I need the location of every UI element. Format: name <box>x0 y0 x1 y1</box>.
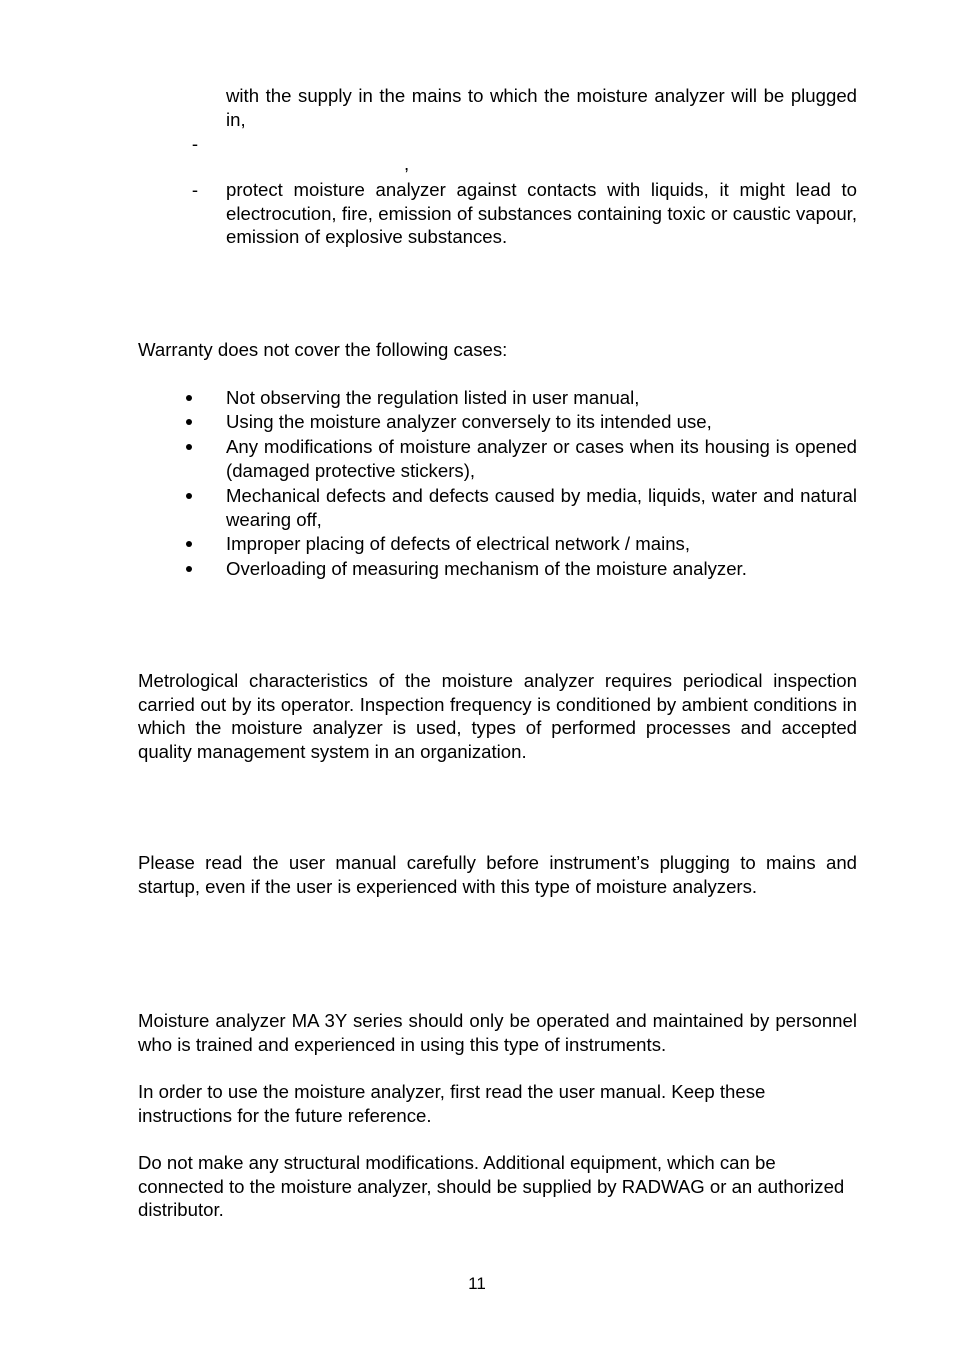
bullet-item-text: Improper placing of defects of electrical network / mains, <box>226 533 691 554</box>
bullet-item-text: Using the moisture analyzer conversely to its intended use, <box>226 411 712 432</box>
training-paragraph: Moisture analyzer MA 3Y series should only be operated and maintained by personnel who is trained and experienced in using this type of instruments. <box>138 1010 857 1055</box>
dash-marker: - <box>191 179 199 200</box>
bullet-icon <box>186 419 192 425</box>
bullet-item-text: Not observing the regulation listed in user manual, <box>226 387 640 408</box>
list-continuation-text: with the supply in the mains to which the moisture analyzer will be plugged in, <box>226 85 857 130</box>
bullet-icon <box>186 541 192 547</box>
bullet-item-text: Mechanical defects and defects caused by media, liquids, water and natural wearing off, <box>226 485 857 530</box>
manual-paragraph: Please read the user manual carefully before instrument’s plugging to mains and startup, even if the user is experienced with this type of moisture analyzers. <box>138 852 857 897</box>
bullet-icon <box>186 493 192 499</box>
warranty-intro: Warranty does not cover the following cases: <box>138 339 508 360</box>
page-number: 11 <box>468 1274 486 1293</box>
metrology-paragraph: Metrological characteristics of the moisture analyzer requires periodical inspection carried out by its operator. Inspection frequency is conditioned by ambient conditions in which the moisture analyzer is used, types of performed processes and accepted quality management system in an organization. <box>138 670 857 762</box>
list-item-text: protect moisture analyzer against contacts with liquids, it might lead to electrocution, fire, emission of substances containing toxic or caustic vapour, emission of explosive substances. <box>226 179 857 248</box>
modifications-paragraph: Do not make any structural modifications. Additional equipment, which can be connected to the moisture analyzer, should be supplied by RADWAG or an authorized distributor. <box>138 1152 845 1221</box>
bullet-icon <box>186 444 192 450</box>
bullet-item-text: Any modifications of moisture analyzer or cases when its housing is opened (damaged protective stickers), <box>226 436 857 481</box>
instructions-paragraph: In order to use the moisture analyzer, first read the user manual. Keep these instructions for the future reference. <box>138 1081 766 1126</box>
bullet-item-text: Overloading of measuring mechanism of the moisture analyzer. <box>226 558 747 579</box>
bullet-icon <box>186 395 192 401</box>
dash-marker: - <box>191 133 199 154</box>
bullet-icon <box>186 566 192 572</box>
stray-comma: , <box>404 153 410 174</box>
